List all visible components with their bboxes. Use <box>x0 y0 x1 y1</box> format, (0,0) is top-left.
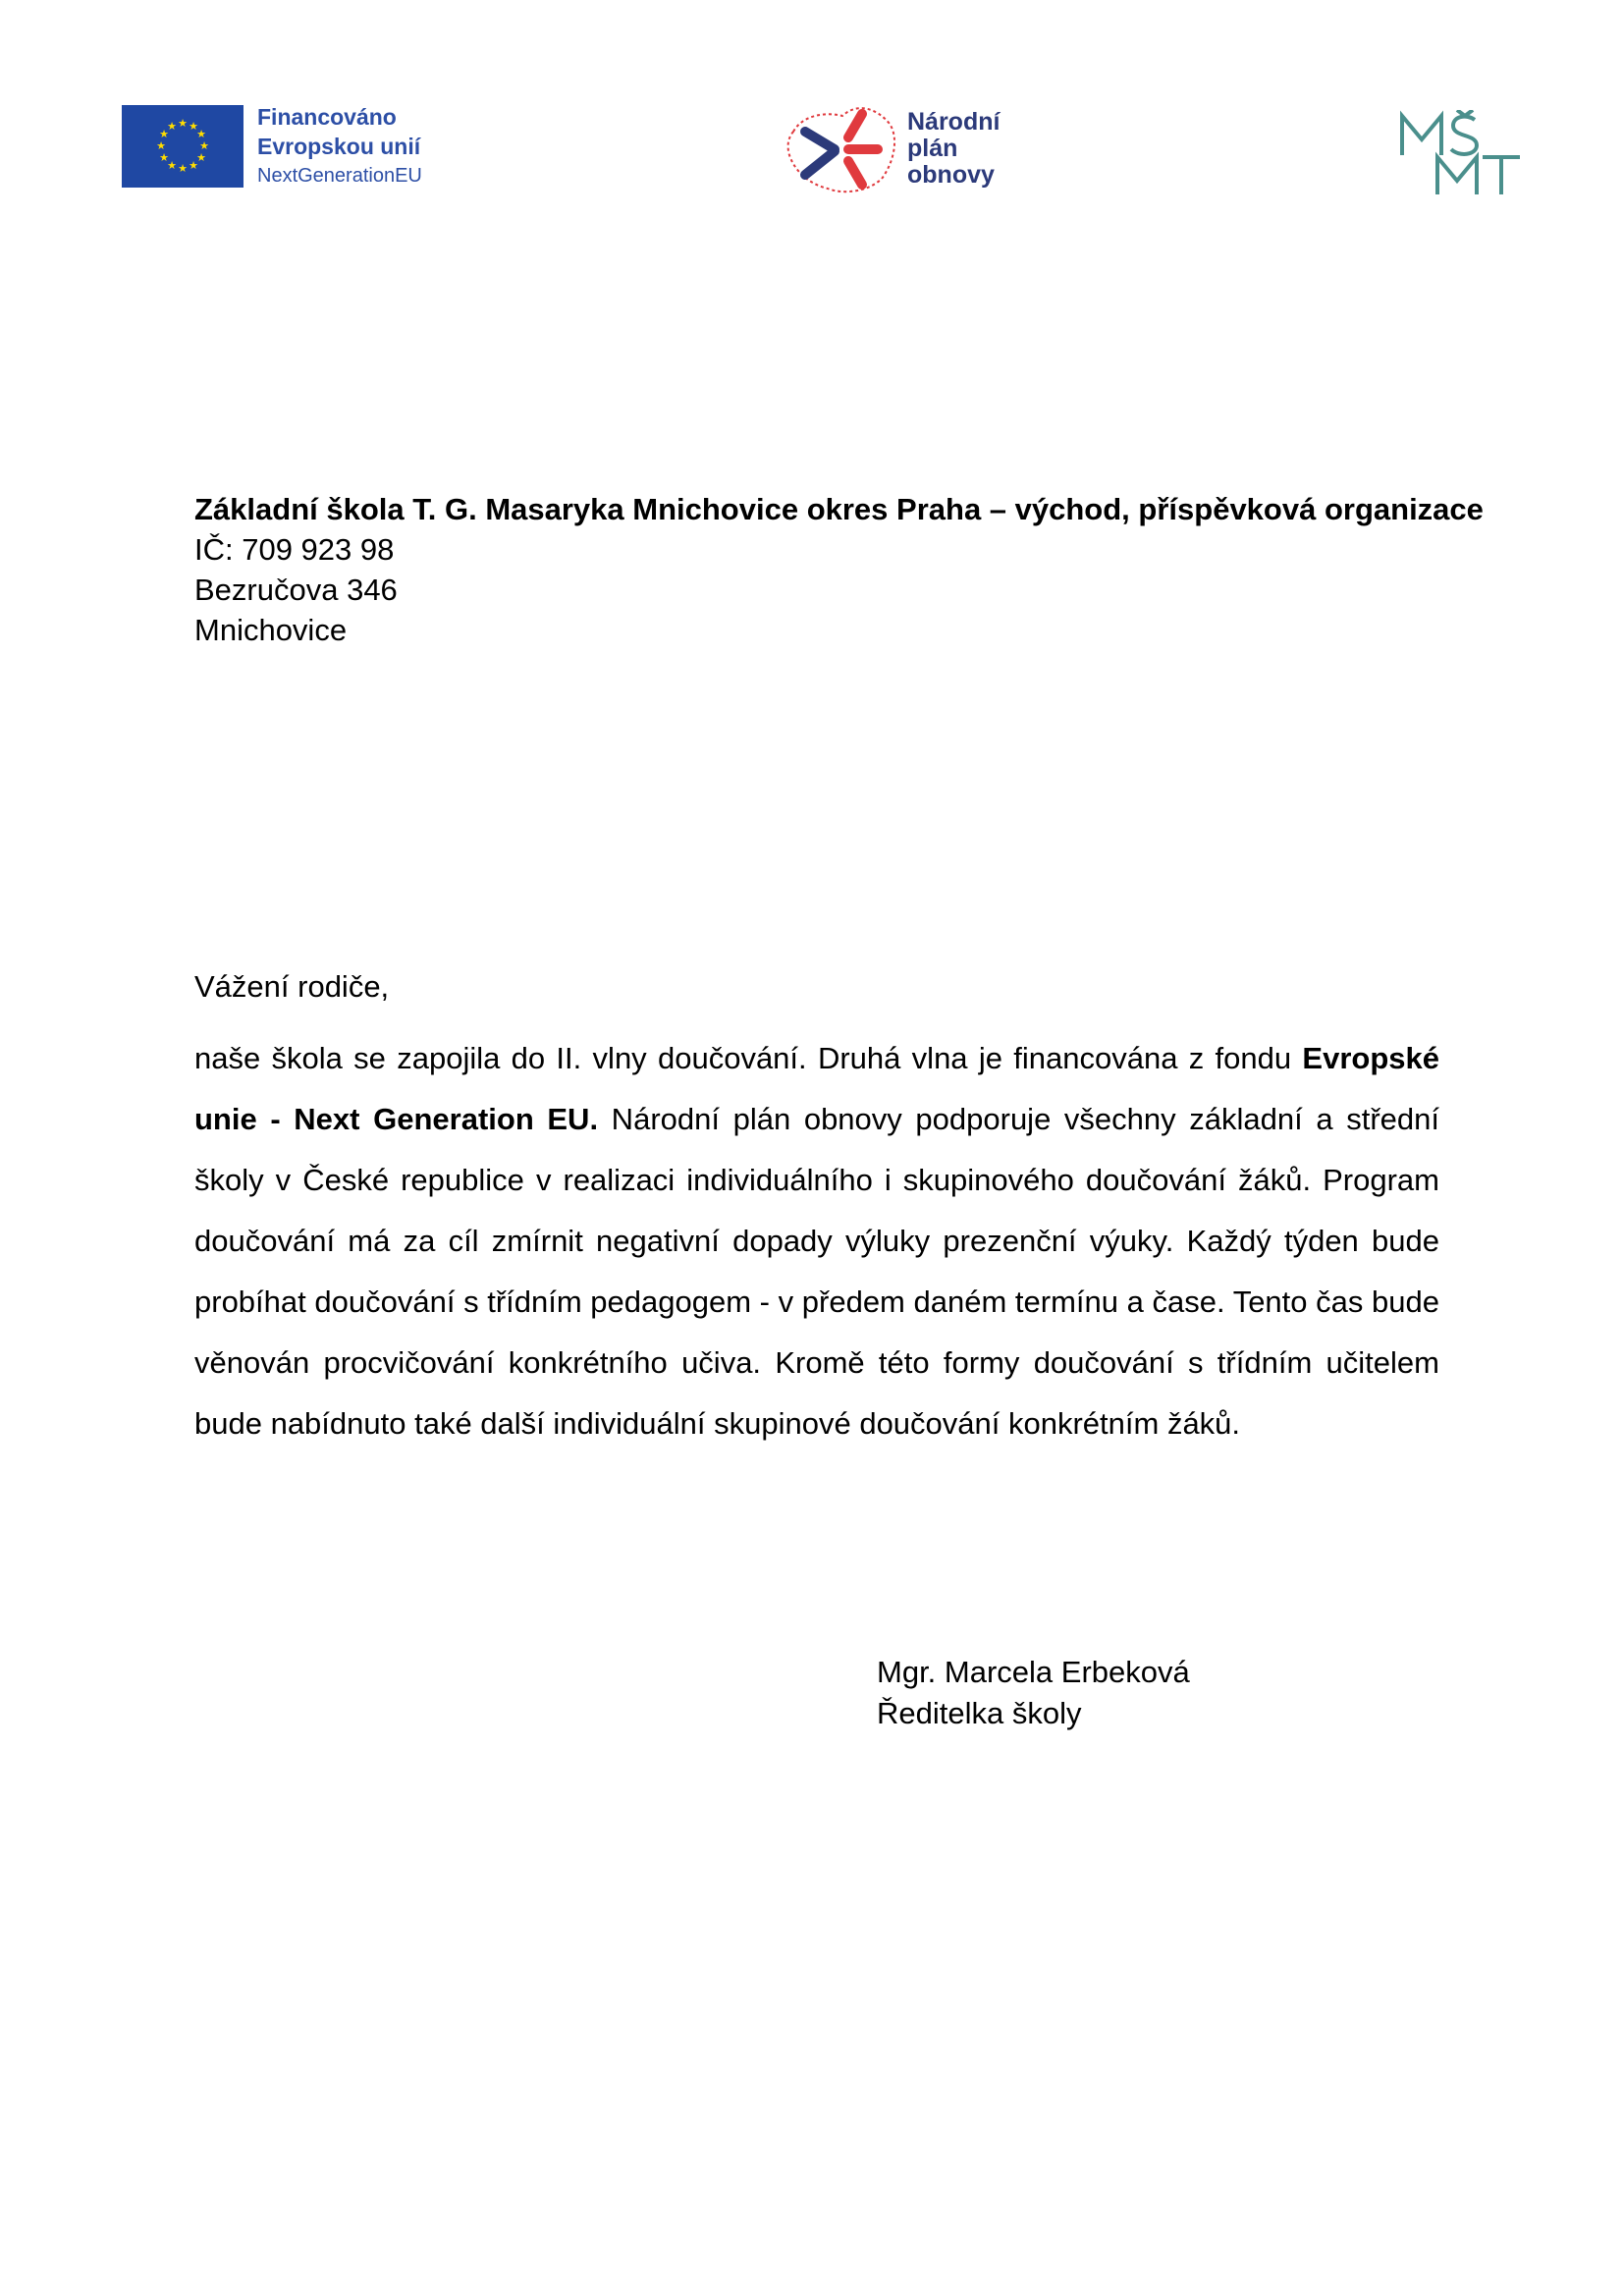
header <box>0 0 1623 216</box>
eu-logo-line3: NextGenerationEU <box>257 165 422 187</box>
letter-body <box>194 1028 1439 1454</box>
svg-text:★: ★ <box>189 159 198 172</box>
street-address: Bezručova 346 <box>194 573 398 607</box>
city: Mnichovice <box>194 613 348 647</box>
npo-logo <box>784 94 1000 202</box>
npo-logo-line2: plán <box>907 134 958 162</box>
eu-funding-logo <box>122 102 422 191</box>
svg-text:★: ★ <box>199 139 209 152</box>
svg-text:★: ★ <box>167 159 177 172</box>
svg-text:★: ★ <box>159 128 169 140</box>
salutation: Vážení rodiče, <box>194 969 390 1004</box>
svg-text:★: ★ <box>178 162 188 175</box>
eu-flag-icon <box>122 105 243 188</box>
address-block <box>194 489 1484 650</box>
organization-id: IČ: 709 923 98 <box>194 532 395 567</box>
svg-text:★: ★ <box>167 120 177 133</box>
npo-logo-text <box>907 109 1000 189</box>
signature-title: Ředitelka školy <box>877 1696 1082 1730</box>
npo-star-icon <box>784 94 901 202</box>
body-text-part1: naše škola se zapojila do II. vlny doučování. Druhá vlna je financována z fondu <box>194 1041 1303 1075</box>
eu-logo-line2: Evropskou unií <box>257 134 421 159</box>
svg-text:★: ★ <box>196 128 206 140</box>
svg-text:★: ★ <box>178 117 188 130</box>
svg-text:★: ★ <box>159 151 169 164</box>
npo-logo-line3: obnovy <box>907 160 995 189</box>
organization-name: Základní škola T. G. Masaryka Mnichovice okres Praha – východ, příspěvková organizace <box>194 492 1484 526</box>
svg-text:★: ★ <box>156 139 166 152</box>
signature-name: Mgr. Marcela Erbeková <box>877 1655 1190 1689</box>
svg-text:★: ★ <box>189 120 198 133</box>
body-text-part2: Národní plán obnovy podporuje všechny základní a střední školy v České republice v realizaci individuálního i skupinového doučování žáků. Program doučování má za cíl zmírnit negativní dopady výluky prezenční výuky. Každý týden bude probíhat doučování s třídním pedagogem - v předem daném termínu a čase. Tento čas bude věnován procvičování konkrétního učiva. Kromě této formy doučování s třídním učitelem bude nabídnuto také další individuální skupinové doučování konkrétním žáků. <box>194 1102 1439 1441</box>
svg-text:★: ★ <box>196 151 206 164</box>
signature-block <box>877 1652 1190 1734</box>
msmt-logo-icon <box>1398 110 1526 203</box>
npo-logo-line1: Národní <box>907 107 1001 136</box>
body-text-bold: Evropské unie - Next Generation EU. <box>194 1041 1439 1136</box>
eu-logo-line1: Financováno <box>257 104 397 130</box>
eu-logo-text <box>257 102 422 191</box>
